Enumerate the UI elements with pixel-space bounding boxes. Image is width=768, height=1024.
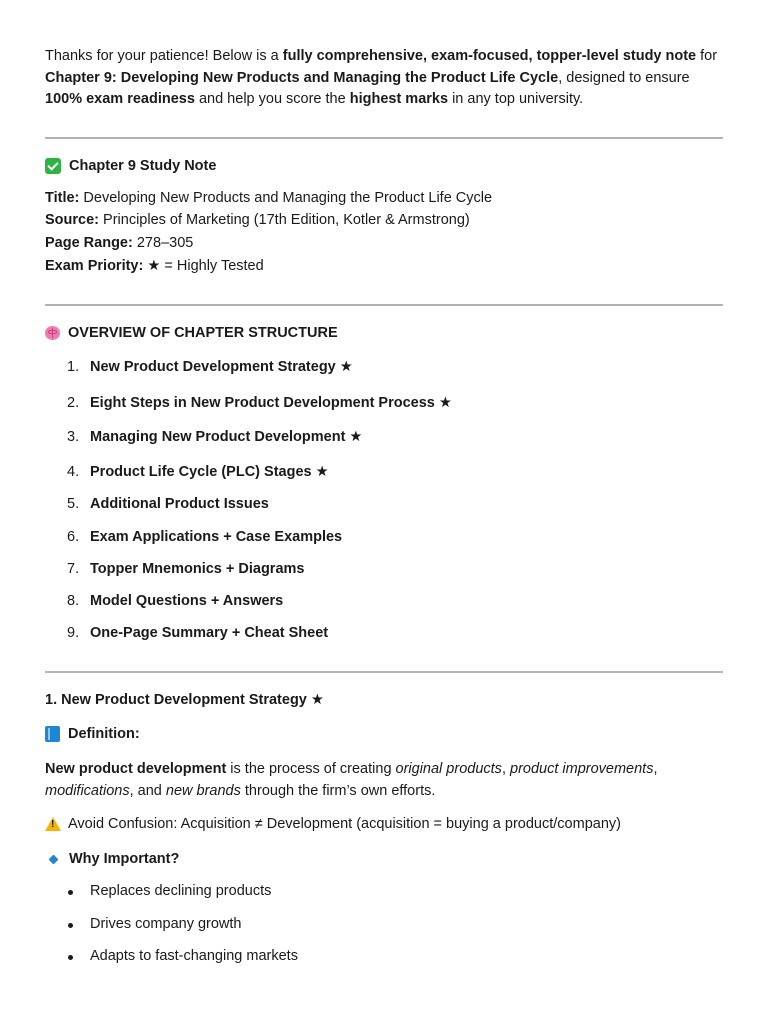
definition-italic-3: modifications xyxy=(45,782,130,799)
intro-bold-1: fully comprehensive, exam-focused, topper-level study note xyxy=(282,48,697,64)
study-note-heading xyxy=(45,158,216,174)
blue-diamond-icon xyxy=(49,854,59,864)
section-1-heading-text: 1. New Product Development Strategy ★ xyxy=(45,692,324,708)
list-number: 2. xyxy=(67,395,80,411)
meta-source-label: Source: xyxy=(45,212,99,228)
meta-source xyxy=(45,212,470,228)
meta-title-value: Developing New Products and Managing the Product Life Cycle xyxy=(79,190,493,206)
definition-text-1: is the process of creating xyxy=(226,761,396,777)
why-important-heading xyxy=(45,851,179,867)
list-item-text: Exam Applications + Case Examples xyxy=(90,529,343,545)
definition-italic-4: new brands xyxy=(165,782,241,799)
intro-bold-4: highest marks xyxy=(349,91,449,107)
bullet-text: Adapts to fast-changing markets xyxy=(90,948,298,964)
divider xyxy=(45,304,723,306)
bullet-dot-icon xyxy=(68,923,73,928)
definition-heading-text: Definition: xyxy=(68,726,140,742)
meta-page-range xyxy=(45,235,193,251)
list-item-text: Model Questions + Answers xyxy=(90,593,284,609)
definition-italic-2: product improvements xyxy=(510,761,654,777)
overview-heading xyxy=(45,325,338,341)
list-number: 6. xyxy=(67,529,80,545)
meta-source-value: Principles of Marketing (17th Edition, Kotler & Armstrong) xyxy=(99,212,470,228)
warning-text: Avoid Confusion: Acquisition ≠ Development (acquisition = buying a product/company) xyxy=(68,816,621,832)
list-number: 7. xyxy=(67,561,80,577)
overview-heading-text: OVERVIEW OF CHAPTER STRUCTURE xyxy=(68,325,338,341)
definition-text-4: , and xyxy=(129,782,166,799)
list-number: 9. xyxy=(67,625,80,641)
intro-text-2: for xyxy=(696,48,718,64)
bullet-dot-icon xyxy=(68,955,73,960)
intro-text-1: Thanks for your patience! Below is a xyxy=(45,48,283,64)
meta-priority-value: ★ = Highly Tested xyxy=(143,258,264,274)
list-number: 5. xyxy=(67,496,80,512)
warning-icon xyxy=(45,817,61,831)
list-item-text: Product Life Cycle (PLC) Stages ★ xyxy=(90,464,329,480)
list-number: 1. xyxy=(67,359,80,375)
intro-bold-3: 100% exam readiness xyxy=(45,91,195,107)
check-mark-icon xyxy=(45,158,61,174)
why-important-heading-text: Why Important? xyxy=(69,851,180,867)
study-note-heading-text: Chapter 9 Study Note xyxy=(69,158,217,174)
meta-priority-label: Exam Priority: xyxy=(45,258,144,274)
definition-italic-1: original products xyxy=(395,761,502,777)
divider xyxy=(45,671,723,673)
list-number: 8. xyxy=(67,593,80,609)
definition-text-3: , xyxy=(653,761,658,777)
intro-text-3: , designed to ensure xyxy=(558,69,690,86)
definition-text-2: , xyxy=(501,761,510,777)
list-item-text: Managing New Product Development ★ xyxy=(90,429,363,445)
intro-text-4: and help you score the xyxy=(194,91,350,107)
bullet-text: Drives company growth xyxy=(90,916,242,932)
definition-text-5: through the firm’s own efforts. xyxy=(240,782,436,799)
list-item-text: Topper Mnemonics + Diagrams xyxy=(90,561,305,577)
list-item-text: One-Page Summary + Cheat Sheet xyxy=(90,625,329,641)
definition-heading xyxy=(45,726,140,742)
book-icon xyxy=(45,726,60,742)
bullet-dot-icon xyxy=(68,890,73,895)
brain-icon xyxy=(45,326,60,340)
list-item-text: New Product Development Strategy ★ xyxy=(90,359,353,375)
intro-text-5: in any top university. xyxy=(448,91,584,107)
meta-title xyxy=(45,190,492,206)
meta-priority xyxy=(45,258,264,274)
definition-paragraph xyxy=(45,759,723,802)
warning-note xyxy=(45,816,621,832)
divider xyxy=(45,137,723,139)
list-item-text: Eight Steps in New Product Development Process ★ xyxy=(90,395,452,411)
list-number: 4. xyxy=(67,464,80,480)
list-number: 3. xyxy=(67,429,80,445)
intro-bold-2: Chapter 9: Developing New Products and Managing the Product Life Cycle xyxy=(45,69,559,86)
list-item-text: Additional Product Issues xyxy=(90,496,269,512)
intro-paragraph xyxy=(45,46,723,111)
meta-title-label: Title: xyxy=(45,190,80,206)
meta-pages-label: Page Range: xyxy=(45,235,133,251)
meta-pages-value: 278–305 xyxy=(132,235,194,251)
section-1-heading xyxy=(45,692,324,708)
bullet-text: Replaces declining products xyxy=(90,883,272,899)
definition-term: New product development xyxy=(45,761,227,777)
